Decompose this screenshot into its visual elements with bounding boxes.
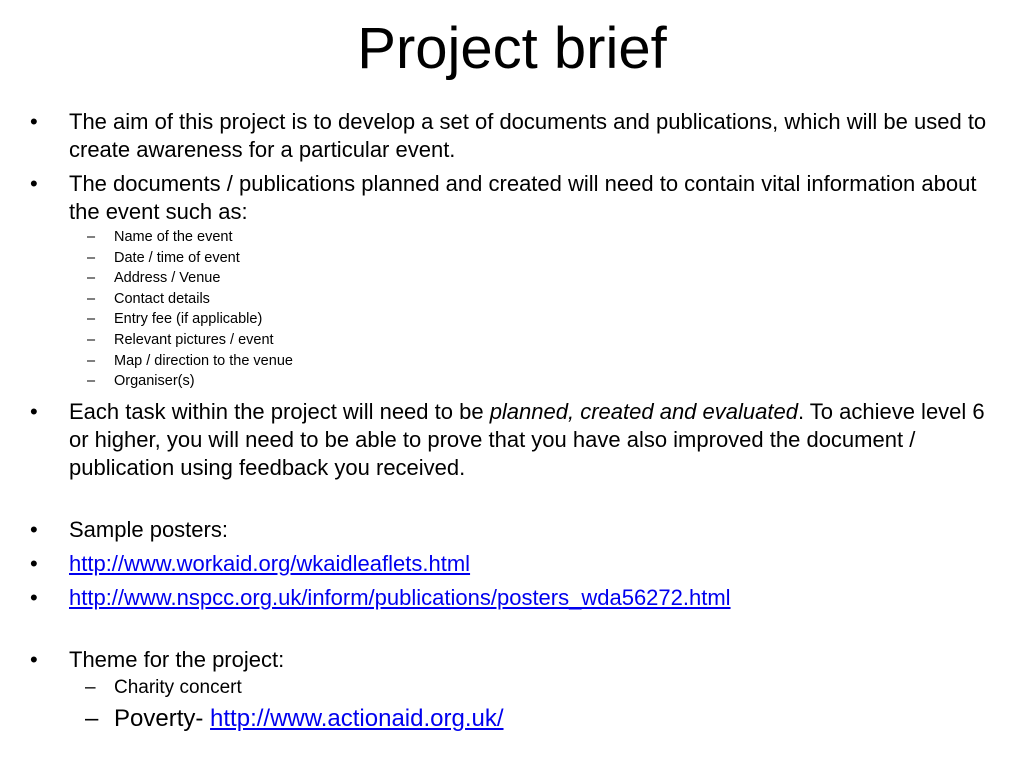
bullet-sample-posters (30, 516, 990, 544)
bullet-task-before: Each task within the project will need to be (69, 399, 490, 425)
sub-item-map-direction (30, 352, 990, 370)
theme-item-charity-concert (30, 676, 990, 700)
sub-item-relevant-pictures (30, 331, 990, 349)
bullet-link-nspcc (30, 584, 990, 612)
dash-glyph: – (87, 311, 96, 328)
sub-item-name-of-event (30, 228, 990, 246)
theme-item-text: Charity concert (114, 677, 242, 699)
dash-glyph: – (87, 373, 96, 390)
dash-glyph: – (85, 705, 99, 733)
slide-title: Project brief (357, 16, 667, 81)
spacer (30, 488, 990, 516)
bullet-dot: • (30, 551, 38, 577)
bullet-dot: • (30, 647, 38, 673)
sub-item-address-venue (30, 269, 990, 287)
sub-item-text: Date / time of event (114, 249, 240, 266)
bullet-task-after: . To achieve level 6 or higher, you will need to be able to prove that you have also improved the document / publication using feedback you received. (69, 399, 985, 481)
nspcc-link[interactable]: http://www.nspcc.org.uk/inform/publications/posters_wda56272.html (69, 585, 731, 611)
sub-item-entry-fee (30, 310, 990, 328)
sub-item-text: Address / Venue (114, 270, 221, 287)
dash-glyph: – (87, 290, 96, 307)
workaid-link[interactable]: http://www.workaid.org/wkaidleaflets.html (69, 551, 471, 577)
sub-item-date-time (30, 249, 990, 267)
bullet-theme-text: Theme for the project: (69, 647, 285, 673)
actionaid-link[interactable]: http://www.actionaid.org.uk/ (210, 705, 504, 733)
bullet-sample-posters-text: Sample posters: (69, 517, 228, 543)
dash-glyph: – (85, 677, 96, 699)
dash-glyph: – (87, 249, 96, 266)
bullet-aim-text: The aim of this project is to develop a set of documents and publications, which will be used to create awareness for a particular event. (69, 109, 987, 162)
dash-glyph: – (87, 270, 96, 287)
bullet-theme (30, 646, 990, 674)
sub-item-text: Organiser(s) (114, 373, 195, 390)
bullet-documents (30, 170, 990, 226)
bullet-task (30, 398, 990, 482)
sub-item-organisers (30, 372, 990, 390)
theme-item-poverty (30, 704, 990, 734)
sub-item-text: Contact details (114, 290, 210, 307)
bullet-link-workaid (30, 550, 990, 578)
bullet-aim (30, 108, 990, 164)
bullet-dot: • (30, 517, 38, 543)
bullet-dot: • (30, 171, 38, 196)
bullet-dot: • (30, 399, 38, 425)
sub-item-text: Name of the event (114, 229, 233, 245)
slide-body (30, 108, 990, 737)
sub-item-contact-details (30, 290, 990, 308)
dash-glyph: – (87, 352, 96, 369)
theme-item-prefix: Poverty- (114, 705, 211, 733)
dash-glyph: – (87, 331, 96, 348)
dash-glyph: – (87, 229, 96, 245)
spacer (30, 618, 990, 646)
bullet-task-emphasis: planned, created and evaluated (489, 399, 798, 425)
sub-item-text: Map / direction to the venue (114, 352, 293, 369)
sub-item-text: Relevant pictures / event (114, 331, 274, 348)
bullet-dot: • (30, 109, 38, 134)
sub-item-text: Entry fee (if applicable) (114, 311, 263, 328)
bullet-documents-text: The documents / publications planned and created will need to contain vital information about the event such as: (69, 171, 977, 224)
bullet-dot: • (30, 585, 38, 611)
